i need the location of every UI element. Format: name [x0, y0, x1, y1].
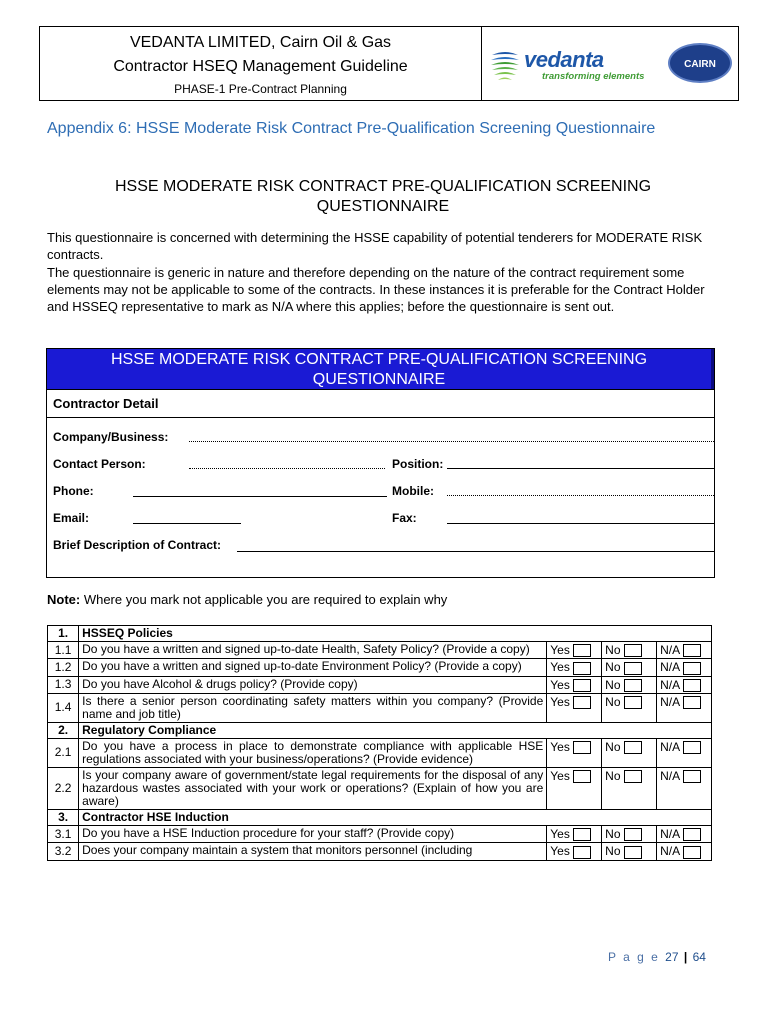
na-label: N/A: [660, 768, 681, 783]
question-number: 3.1: [48, 825, 79, 842]
yes-label: Yes: [550, 739, 570, 754]
section-row: [48, 809, 712, 825]
no-option: [602, 843, 657, 860]
na-checkbox[interactable]: [683, 846, 701, 859]
company-label: Company/Business:: [53, 430, 169, 444]
question-text: Is there a senior person coordinating safety matters within you company? (Provide name and job title): [79, 693, 547, 722]
no-option: [602, 676, 657, 693]
na-label: N/A: [660, 739, 681, 754]
section-title: HSSEQ Policies: [79, 626, 712, 642]
question-row: [48, 693, 712, 722]
yes-option: [547, 825, 602, 842]
company-field[interactable]: [189, 441, 714, 442]
no-label: No: [605, 739, 621, 754]
na-checkbox[interactable]: [683, 741, 701, 754]
contractor-detail-label: Contractor Detail: [53, 396, 159, 411]
question-text: Do you have a process in place to demonstrate compliance with applicable HSE regulations associated with your business/operations? (Provide evidence): [79, 738, 547, 767]
question-row: [48, 738, 712, 767]
yes-label: Yes: [550, 694, 570, 709]
note-label: Note:: [47, 592, 81, 607]
na-option: [657, 642, 712, 659]
mobile-label: Mobile:: [392, 484, 434, 498]
vedanta-tagline: transforming elements: [542, 71, 645, 82]
no-label: No: [605, 694, 621, 709]
na-checkbox[interactable]: [683, 662, 701, 675]
brief-label: Brief Description of Contract:: [53, 538, 222, 552]
question-text: Is your company aware of government/state legal requirements for the disposal of any hazardous wastes associated with your work or operations? (Explain of how you are aware): [79, 767, 547, 809]
email-field[interactable]: [133, 523, 241, 524]
na-option: [657, 738, 712, 767]
no-label: No: [605, 844, 621, 859]
phone-field[interactable]: [133, 496, 387, 497]
intro-paragraph-2: The questionnaire is generic in nature and therefore depending on the nature of the contract requirement some elements may not be applicable to some of the contracts. In these instances it is preferable for the Contract Holder and HSSEQ representative to mark as N/A where this applies; before the questionnaire is sent out.: [47, 264, 705, 315]
yes-option: [547, 767, 602, 809]
contractor-detail-form: [46, 348, 715, 578]
section-number: 2.: [48, 722, 79, 738]
question-text: Does your company maintain a system that monitors personnel (including: [79, 843, 547, 860]
question-text: Do you have a written and signed up-to-date Environment Policy? (Provide a copy): [79, 659, 547, 676]
yes-checkbox[interactable]: [573, 696, 591, 709]
document-header: [39, 26, 739, 101]
yes-checkbox[interactable]: [573, 846, 591, 859]
current-page: 27: [665, 950, 679, 964]
na-checkbox[interactable]: [683, 679, 701, 692]
position-field[interactable]: [447, 468, 714, 469]
yes-label: Yes: [550, 826, 570, 841]
no-label: No: [605, 660, 621, 675]
section-row: [48, 722, 712, 738]
na-option: [657, 676, 712, 693]
section-title: Regulatory Compliance: [79, 722, 712, 738]
question-row: [48, 825, 712, 842]
no-option: [602, 825, 657, 842]
question-row: [48, 642, 712, 659]
question-text: Do you have a written and signed up-to-date Health, Safety Policy? (Provide a copy): [79, 642, 547, 659]
vedanta-leaf-icon: [488, 49, 522, 83]
main-title: HSSE MODERATE RISK CONTRACT PRE-QUALIFICATION SCREENING QUESTIONNAIRE: [114, 178, 652, 215]
phone-label: Phone:: [53, 484, 94, 498]
no-checkbox[interactable]: [624, 770, 642, 783]
company-name: VEDANTA LIMITED, Cairn Oil & Gas: [129, 34, 392, 51]
vedanta-logo: [488, 49, 668, 83]
yes-checkbox[interactable]: [573, 679, 591, 692]
cairn-logo: CAIRN: [668, 43, 732, 83]
na-label: N/A: [660, 643, 681, 657]
na-checkbox[interactable]: [683, 644, 701, 657]
vedanta-wordmark: vedanta: [524, 47, 604, 72]
section-title: Contractor HSE Induction: [79, 809, 712, 825]
contractor-detail-row: [47, 389, 714, 417]
no-option: [602, 767, 657, 809]
na-checkbox[interactable]: [683, 696, 701, 709]
brief-field[interactable]: [237, 551, 714, 552]
question-number: 1.2: [48, 659, 79, 676]
na-option: [657, 659, 712, 676]
yes-option: [547, 738, 602, 767]
appendix-heading: Appendix 6: HSSE Moderate Risk Contract Pre-Qualification Screening Questionnaire: [47, 120, 656, 137]
intro-text: [47, 229, 719, 315]
page-word: P a g e: [608, 950, 660, 964]
header-logos: [482, 27, 738, 100]
yes-label: Yes: [550, 643, 570, 657]
questionnaire-table: [47, 625, 712, 861]
na-label: N/A: [660, 660, 681, 675]
yes-label: Yes: [550, 768, 570, 783]
yes-checkbox[interactable]: [573, 741, 591, 754]
no-option: [602, 693, 657, 722]
intro-paragraph-1: This questionnaire is concerned with determining the HSSE capability of potential tenderers for MODERATE RISK contracts.: [47, 230, 703, 263]
total-pages: 64: [692, 950, 706, 964]
form-header: HSSE MODERATE RISK CONTRACT PRE-QUALIFICATION SCREENING QUESTIONNAIRE: [47, 349, 714, 389]
no-checkbox[interactable]: [624, 662, 642, 675]
na-checkbox[interactable]: [683, 828, 701, 841]
question-number: 2.2: [48, 767, 79, 809]
yes-option: [547, 843, 602, 860]
yes-option: [547, 642, 602, 659]
yes-option: [547, 676, 602, 693]
question-number: 2.1: [48, 738, 79, 767]
yes-checkbox[interactable]: [573, 662, 591, 675]
no-option: [602, 659, 657, 676]
fax-label: Fax:: [392, 511, 417, 525]
no-checkbox[interactable]: [624, 846, 642, 859]
question-number: 3.2: [48, 843, 79, 860]
yes-option: [547, 693, 602, 722]
yes-option: [547, 659, 602, 676]
yes-checkbox[interactable]: [573, 770, 591, 783]
yes-label: Yes: [550, 660, 570, 675]
na-label: N/A: [660, 826, 681, 841]
section-number: 3.: [48, 809, 79, 825]
yes-checkbox[interactable]: [573, 644, 591, 657]
question-row: [48, 676, 712, 693]
no-label: No: [605, 826, 621, 841]
question-number: 1.1: [48, 642, 79, 659]
no-label: No: [605, 677, 621, 692]
no-checkbox[interactable]: [624, 828, 642, 841]
no-checkbox[interactable]: [624, 696, 642, 709]
contact-field[interactable]: [189, 468, 385, 469]
question-text: Do you have Alcohol & drugs policy? (Provide copy): [79, 676, 547, 693]
position-label: Position:: [392, 457, 444, 471]
header-title-block: [40, 27, 482, 100]
na-option: [657, 843, 712, 860]
guideline-title: Contractor HSEQ Management Guideline: [113, 58, 408, 75]
no-option: [602, 738, 657, 767]
question-text: Do you have a HSE Induction procedure for your staff? (Provide copy): [79, 825, 547, 842]
question-number: 1.3: [48, 676, 79, 693]
no-label: No: [605, 768, 621, 783]
no-checkbox[interactable]: [624, 679, 642, 692]
na-label: N/A: [660, 677, 681, 692]
no-checkbox[interactable]: [624, 644, 642, 657]
na-label: N/A: [660, 694, 681, 709]
note: [47, 592, 447, 607]
na-checkbox[interactable]: [683, 770, 701, 783]
question-row: [48, 843, 712, 860]
contact-label: Contact Person:: [53, 457, 146, 471]
question-row: [48, 659, 712, 676]
section-row: [48, 626, 712, 642]
yes-label: Yes: [550, 844, 570, 859]
question-row: [48, 767, 712, 809]
na-option: [657, 693, 712, 722]
detail-fields: [47, 417, 714, 577]
fax-field[interactable]: [447, 523, 714, 524]
email-label: Email:: [53, 511, 90, 525]
question-number: 1.4: [48, 693, 79, 722]
yes-label: Yes: [550, 677, 570, 692]
mobile-field[interactable]: [447, 495, 714, 496]
section-number: 1.: [48, 626, 79, 642]
phase-title: PHASE-1 Pre-Contract Planning: [174, 82, 347, 96]
yes-checkbox[interactable]: [573, 828, 591, 841]
page-separator: |: [683, 950, 688, 964]
na-option: [657, 767, 712, 809]
no-option: [602, 642, 657, 659]
na-label: N/A: [660, 844, 681, 859]
no-checkbox[interactable]: [624, 741, 642, 754]
page-footer: [608, 950, 706, 964]
no-label: No: [605, 643, 621, 657]
na-option: [657, 825, 712, 842]
note-text: Where you mark not applicable you are required to explain why: [80, 592, 448, 607]
